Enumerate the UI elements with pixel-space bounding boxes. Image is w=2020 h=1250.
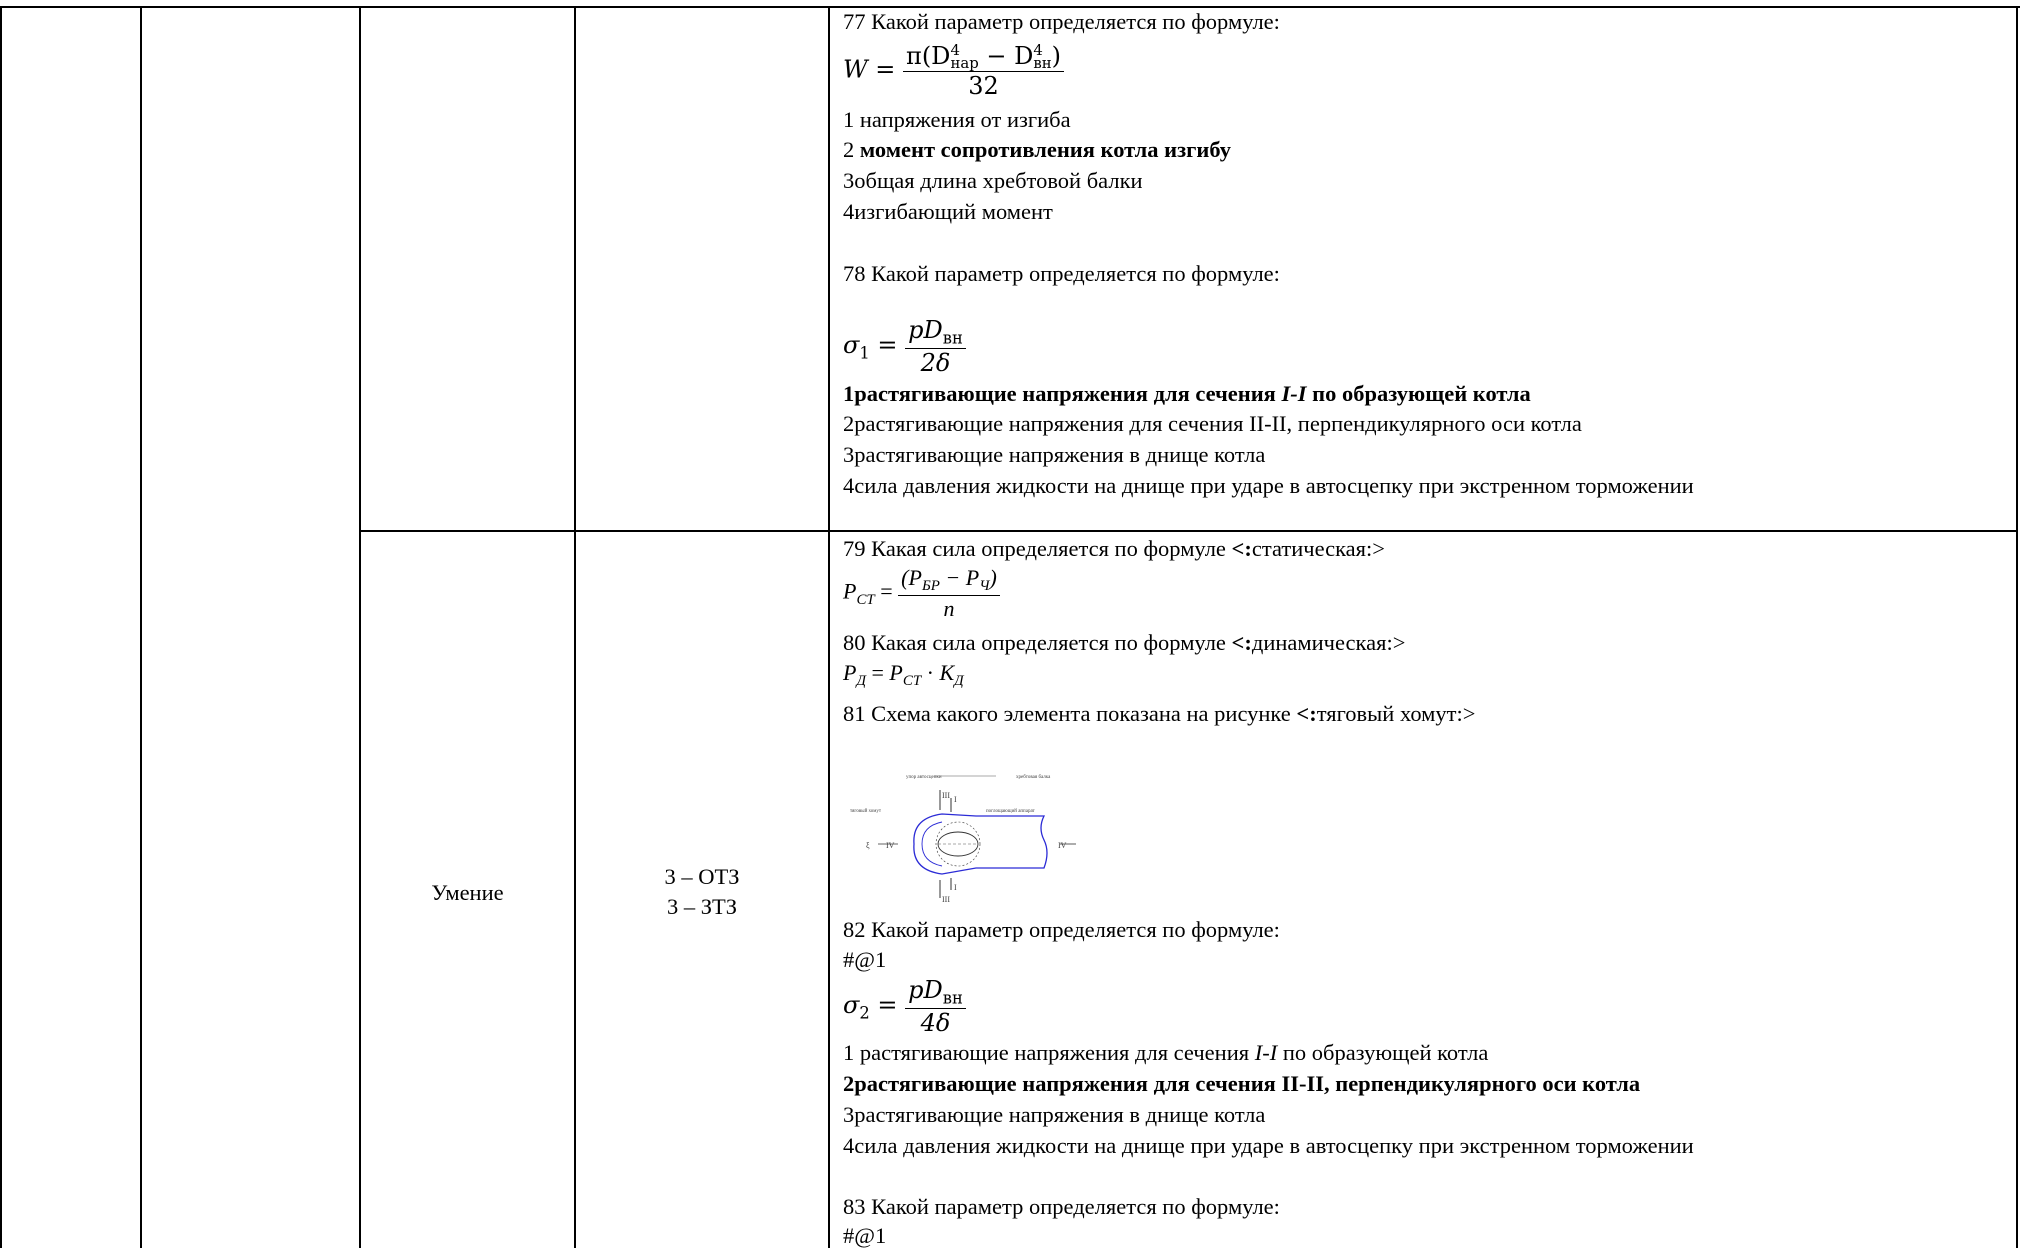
svg-text:III: III bbox=[942, 791, 950, 800]
formula-denominator: 2δ bbox=[905, 348, 966, 377]
question-marker: #@1 bbox=[843, 1223, 887, 1248]
column-divider-1 bbox=[140, 7, 142, 1248]
formula-79: $P_{СТ}$ = $\frac{(P_{БР} - P_Ч)}{n}$ bbox=[843, 565, 1000, 622]
formula-fraction bbox=[903, 42, 1064, 100]
figure-label-right-note: поглощающий аппарат bbox=[986, 809, 1035, 814]
column-divider-4 bbox=[828, 7, 830, 1248]
question-79-prompt: 79 Какая сила определяется по формуле <:статическая:> bbox=[843, 536, 1385, 561]
formula-fraction bbox=[898, 565, 1000, 622]
task-code: 3 – ЗТЗ bbox=[666, 894, 738, 919]
yoke-outline bbox=[914, 814, 1047, 874]
figure-label-top-right: хребтовая балка bbox=[1016, 775, 1051, 780]
formula-78: $\sigma_1$ = $\frac{pD_{вн}}{2\delta}$ bbox=[843, 316, 966, 377]
column-divider-3 bbox=[574, 7, 576, 1248]
formula-numerator: π(D 4 нар − D 4 вн ) bbox=[906, 41, 1062, 73]
answer-option: 4сила давления жидкости на днище при ударе в автосцепку при экстренном торможении bbox=[843, 1133, 1694, 1158]
svg-text:I: I bbox=[954, 795, 957, 804]
question-80-prompt: 80 Какая сила определяется по формуле <:динамическая:> bbox=[843, 630, 1406, 655]
svg-text:III: III bbox=[942, 895, 950, 904]
question-marker: #@1 bbox=[843, 947, 887, 972]
svg-text:I: I bbox=[954, 883, 957, 892]
svg-text:IV: IV bbox=[886, 841, 895, 850]
skill-label: Умение bbox=[431, 880, 504, 905]
formula-82: $\sigma_2$ = $\frac{pD_{вн}}{4\delta}$ bbox=[843, 976, 966, 1037]
svg-text:ξ: ξ bbox=[866, 841, 870, 850]
formula-lhs: W bbox=[843, 55, 868, 84]
formula-numerator: $pD_{вн}$ bbox=[908, 316, 963, 348]
formula-numerator: $pD_{вн}$ bbox=[908, 976, 963, 1008]
figure-label-left: тяговый хомут bbox=[850, 809, 882, 814]
answer-option: 4сила давления жидкости на днище при ударе в автосцепку при экстренном торможении bbox=[843, 473, 1694, 498]
formula-80: $P_Д = P_{СТ} \cdot K_Д$ bbox=[843, 660, 964, 690]
formula-denominator: 4δ bbox=[905, 1008, 966, 1037]
task-code: 3 – ОТЗ bbox=[664, 864, 740, 889]
answer-option: 3растягивающие напряжения в днище котла bbox=[843, 1102, 1266, 1127]
answer-option: 4изгибающий момент bbox=[843, 199, 1053, 224]
formula-numerator: $(P_{БР} - P_Ч)$ bbox=[901, 565, 997, 595]
question-78-prompt: 78 Какой параметр определяется по формуле: bbox=[843, 261, 1280, 286]
question-83-prompt: 83 Какой параметр определяется по формуле: bbox=[843, 1194, 1280, 1219]
formula-77: W = π(D 4 нар − D 4 вн ) 32 bbox=[843, 42, 1064, 100]
table-right-border bbox=[2016, 7, 2018, 1248]
question-77-prompt: 77 Какой параметр определяется по формуле: bbox=[843, 9, 1280, 34]
row-divider bbox=[359, 530, 2018, 532]
answer-option: 1 напряжения от изгиба bbox=[843, 107, 1071, 132]
table-left-border bbox=[0, 7, 2, 1248]
answer-option: 3растягивающие напряжения в днище котла bbox=[843, 442, 1266, 467]
answer-option: 3общая длина хребтовой балки bbox=[843, 168, 1143, 193]
formula-denominator: 32 bbox=[903, 71, 1064, 100]
answer-option-correct: 1растягивающие напряжения для сечения I-I по образующей котла bbox=[843, 381, 1531, 406]
answer-option: 2растягивающие напряжения для сечения II-II, перпендикулярного оси котла bbox=[843, 411, 1582, 436]
answer-option-correct: 2растягивающие напряжения для сечения II-II, перпендикулярного оси котла bbox=[843, 1071, 1641, 1096]
formula-denominator: n bbox=[898, 595, 1000, 622]
traction-yoke-diagram bbox=[846, 770, 1086, 910]
question-81-prompt: 81 Схема какого элемента показана на рисунке <:тяговый хомут:> bbox=[843, 701, 1476, 726]
answer-option: 1 растягивающие напряжения для сечения I-I по образующей котла bbox=[843, 1040, 1489, 1065]
question-82-prompt: 82 Какой параметр определяется по формуле: bbox=[843, 917, 1280, 942]
svg-text:IV: IV bbox=[1058, 841, 1067, 850]
formula-fraction bbox=[905, 976, 966, 1037]
formula-fraction bbox=[905, 316, 966, 377]
answer-option-correct: 2 момент сопротивления котла изгибу bbox=[843, 137, 1231, 162]
figure-label-top-left: упор автосцепки bbox=[906, 775, 942, 780]
task-codes-cell bbox=[576, 862, 828, 922]
skill-cell bbox=[361, 878, 574, 908]
column-divider-2 bbox=[359, 7, 361, 1248]
